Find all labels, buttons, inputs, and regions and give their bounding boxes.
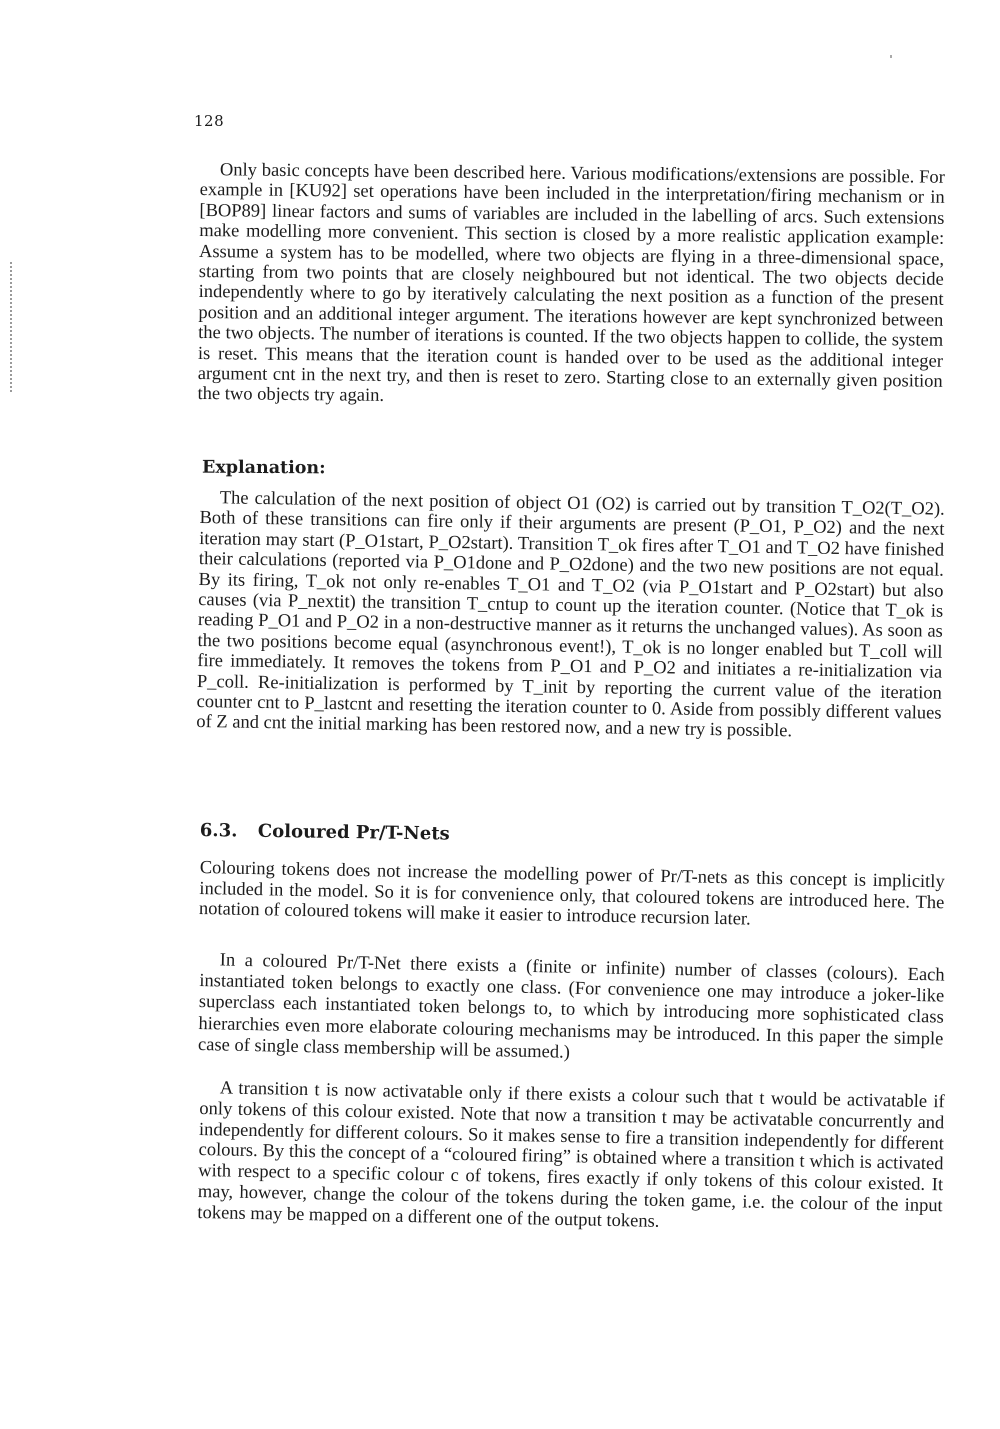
- section-paragraph-3: A transition t is now activatable only if there exists a colour such that t would be activatable if only tokens of this colour existed. Note that now a transition t may be activatable concurrently and independently for different colours. So it makes sense to fire a transition independently for different colours. By this the concept of a “coloured firing” is obtained where a transition t which is activated with respect to a specific colour c of tokens, fires exactly if only tokens of this colour existed. It may, however, change the colour of the tokens during the token game, i.e. the colour of the input tokens may be mapped on a different one of the output tokens.: [197, 1078, 945, 1232]
- page-number: 128: [194, 112, 225, 130]
- scan-speck: [890, 55, 892, 58]
- section-number: 6.3.: [199, 820, 238, 842]
- section-heading: [200, 820, 450, 844]
- section-title: Coloured Pr/T-Nets: [257, 820, 450, 845]
- intro-paragraph: Only basic concepts have been described here. Various modifications/extensions are possible. For example in [KU92] set operations have been included in the interpretation/firing mechanism or in [BOP89] linear factors and sums of variables are included in the labelling of arcs. Such extensions make modelling more convenient. This section is closed by a more realistic application example: Assume a system has to be modelled, where two objects are flying in a three-dimensional space, starting from two points that are closely neighboured but not identical. The two objects decide independently where to go by iteratively calculating the next position as a function of the present position and an additional integer argument. The iterations however are kept synchronized between the two objects. The number of iterations is counted. If the two objects happen to collide, the system is reset. This means that the iteration count is handed over to be used as the additional integer argument cnt in the next try, and then is reset to zero. Starting close to an externally given position the two objects try again.: [197, 160, 945, 407]
- section-paragraph-2: In a coloured Pr/T-Net there exists a (finite or infinite) number of classes (colours). Each instantiated token belongs to exactly one class. (For convenience one may introduce a joker-like superclass each instantiated token belongs to, to which by introducing more sophisticated class hierarchies even more elaborate colouring mechanisms may be introduced. In this paper the simple case of single class membership will be assumed.): [197, 950, 945, 1063]
- explanation-heading: Explanation:: [201, 457, 326, 479]
- binding-edge-marks: [10, 262, 16, 392]
- section-paragraph-1: Colouring tokens does not increase the modelling power of Pr/T-nets as this concept is implicitly included in the model. So it is for convenience only, that coloured tokens are introduced here. The notation of coloured tokens will make it easier to introduce recursion later.: [198, 858, 945, 930]
- explanation-paragraph: The calculation of the next position of object O1 (O2) is carried out by transition T_O2(T_O2). Both of these transitions can fire only if their arguments are present (P_O1, P_O2) and the next iteration may start (P_O1start, P_O2start). Transition T_ok fires after T_O1 and T_O2 have finished their calculations (reported via P_O1done and P_O2done) and the two new positions are not equal. By its firing, T_ok not only re-enables T_O1 and T_O2 (via P_O1start and P_O2start) but also causes (via P_nextit) the transition T_cntup to count up the iteration counter. (Notice that T_ok is reading P_O1 and P_O2 in a non-destructive manner as it returns the unchanged values). As soon as the two positions become equal (asynchronous event!), T_ok is no longer enabled but T_coll will fire immediately. It removes the tokens from P_O1 and P_O2 and initiates a re-initialization via P_coll. Re-initialization is performed by T_init by reporting the current value of the iteration counter cnt to P_lastcnt and resetting the iteration counter to 0. Aside from possibly different values of Z and cnt the initial marking has been restored now, and a new try is possible.: [196, 488, 945, 742]
